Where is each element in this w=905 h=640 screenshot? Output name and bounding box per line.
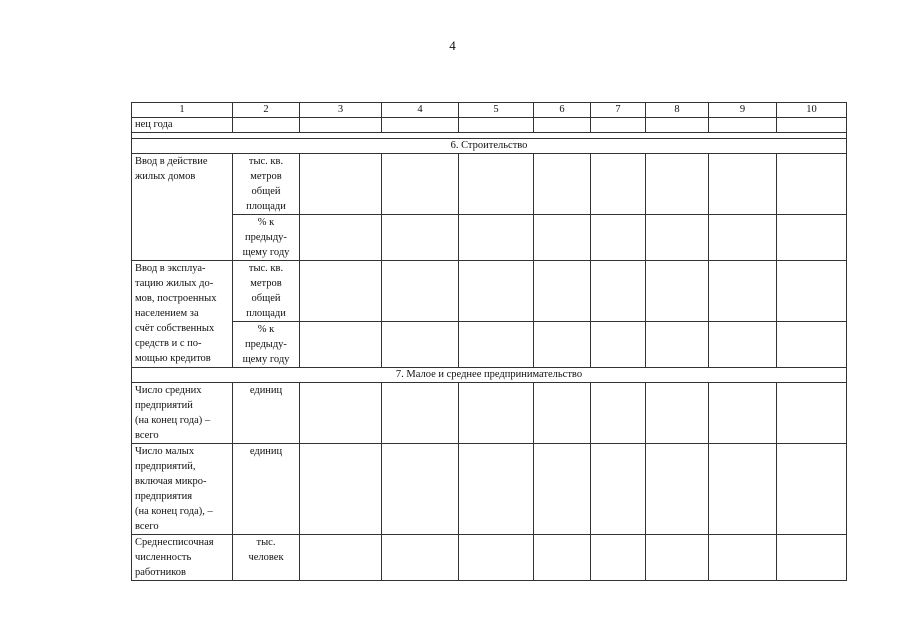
unit-cell: % к предыду- щему году (233, 322, 300, 368)
unit-cell: тыс. человек (233, 535, 300, 581)
column-header: 1 (132, 103, 233, 118)
indicator-cell: Число средних предприятий (на конец года) – всего (132, 383, 233, 444)
page-number: 4 (449, 38, 456, 53)
column-header: 10 (777, 103, 847, 118)
indicator-cell: Ввод в эксплуа- тацию жилых до- мов, построенных населением за счёт собственных средств и с по- мощью кредитов (132, 261, 233, 368)
unit-cell: единиц (233, 383, 300, 444)
column-header: 7 (591, 103, 646, 118)
carry-over-row (132, 118, 847, 133)
section-header-row (132, 368, 847, 383)
column-header: 8 (646, 103, 709, 118)
forecast-table (131, 102, 847, 581)
indicator-cell: Ввод в действие жилых домов (132, 154, 233, 261)
column-header: 2 (233, 103, 300, 118)
column-header: 3 (300, 103, 382, 118)
indicator-cell: Среднесписочная численность работников (132, 535, 233, 581)
table-row (132, 215, 847, 261)
unit-cell: % к предыду- щему году (233, 215, 300, 261)
table-row (132, 154, 847, 215)
table-row (132, 261, 847, 322)
table-row (132, 535, 847, 581)
column-number-row (132, 103, 847, 118)
column-header: 6 (534, 103, 591, 118)
column-header: 4 (382, 103, 459, 118)
carry-over-text: нец года (132, 118, 233, 133)
section-title: 7. Малое и среднее предпринимательство (132, 368, 847, 383)
table-row (132, 322, 847, 368)
table-row (132, 444, 847, 535)
column-header: 5 (459, 103, 534, 118)
indicator-cell: Число малых предприятий, включая микро- предприятия (на конец года), – всего (132, 444, 233, 535)
section-header-row (132, 139, 847, 154)
unit-cell: тыс. кв. метров общей площади (233, 261, 300, 322)
section-title: 6. Строительство (132, 139, 847, 154)
unit-cell: тыс. кв. метров общей площади (233, 154, 300, 215)
unit-cell: единиц (233, 444, 300, 535)
column-header: 9 (709, 103, 777, 118)
table-row (132, 383, 847, 444)
